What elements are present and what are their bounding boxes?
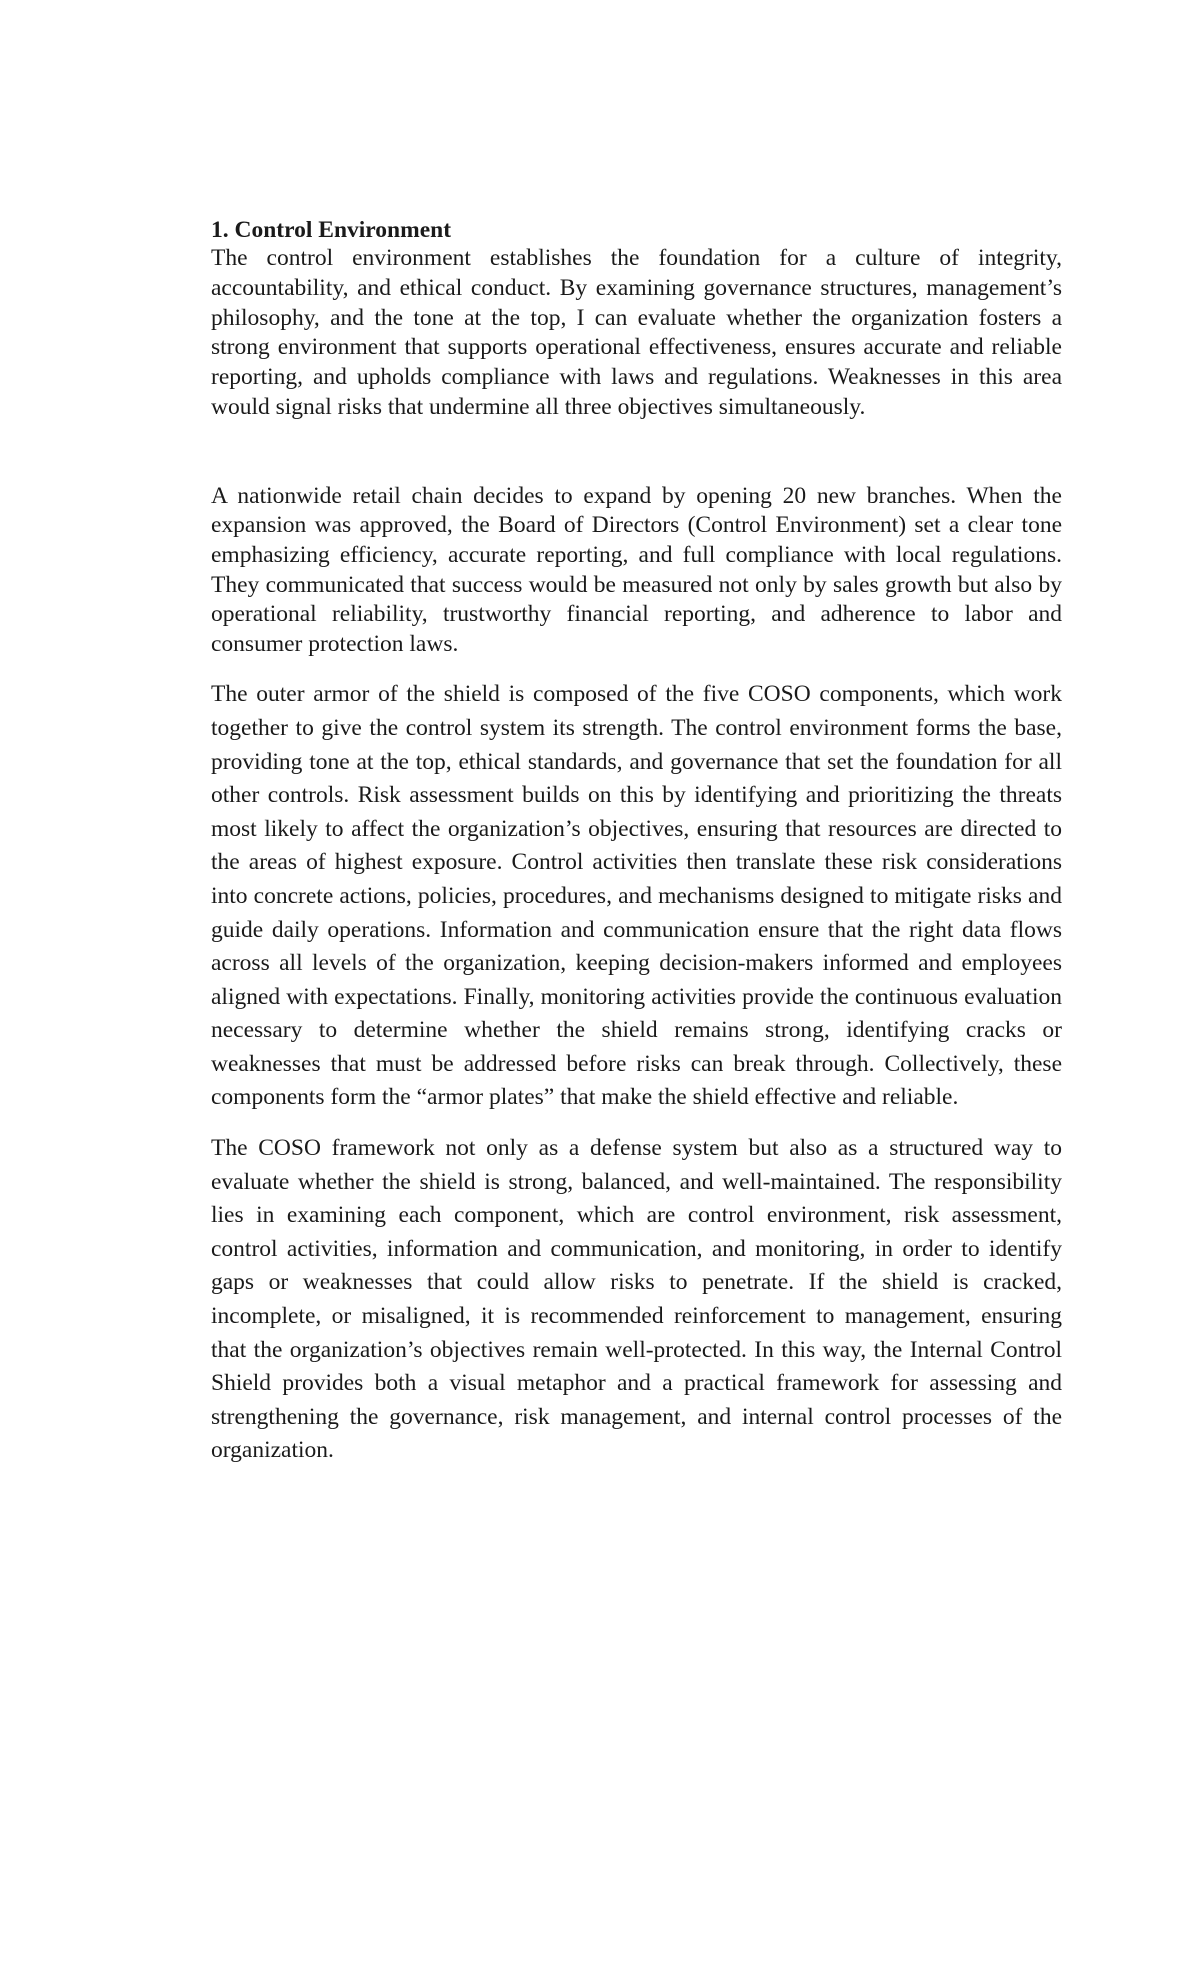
paragraph-shield-components: The outer armor of the shield is composed of the five COSO components, which work together to give the control system its strength. The control environment forms the base, providing tone at the top, ethical standards, and governance that set the foundation for all other controls. Risk assessment builds on this by identifying and prioritizing the threats most likely to affect the organization’s objectives, ensuring that resources are directed to the areas of highest exposure. Control activities then translate these risk considerations into concrete actions, policies, procedures, and mechanisms designed to mitigate risks and guide daily operations. Information and communication ensure that the right data flows across all levels of the organization, keeping decision-makers informed and employees aligned with expectations. Finally, monitoring activities provide the continuous evaluation necessary to determine whether the shield remains strong, identifying cracks or weaknesses that must be addressed before risks can break through. Collectively, these components form the “armor plates” that make the shield effective and reliable. [211, 681, 1062, 1111]
paragraph-control-environment: The control environment establishes the foundation for a culture of integrity, accountability, and ethical conduct. By examining governance structures, management’s philosophy, and the tone at the top, I can evaluate whether the organization fosters a strong environment that supports operational effectiveness, ensures accurate and reliable reporting, and upholds compliance with laws and regulations. Weaknesses in this area would signal risks that undermine all three objectives simultaneously. [211, 245, 1062, 420]
paragraph-coso-framework: The COSO framework not only as a defense system but also as a structured way to evaluate whether the shield is strong, balanced, and well-maintained. The responsibility lies in examining each component, which are control environment, risk assessment, control activities, information and communication, and monitoring, in order to identify gaps or weaknesses that could allow risks to penetrate. If the shield is cracked, incomplete, or misaligned, it is recommended reinforcement to management, ensuring that the organization’s objectives remain well-protected. In this way, the Internal Control Shield provides both a visual metaphor and a practical framework for assessing and strengthening the governance, risk management, and internal control processes of the organization. [211, 1135, 1062, 1464]
section-heading: 1. Control Environment [211, 217, 452, 243]
paragraph-retail-example: A nationwide retail chain decides to expand by opening 20 new branches. When the expansion was approved, the Board of Directors (Control Environment) set a clear tone emphasizing efficiency, accurate reporting, and full compliance with local regulations. They communicated that success would be measured not only by sales growth but also by operational reliability, trustworthy financial reporting, and adherence to labor and consumer protection laws. [211, 482, 1062, 657]
document-page [211, 216, 1062, 1468]
